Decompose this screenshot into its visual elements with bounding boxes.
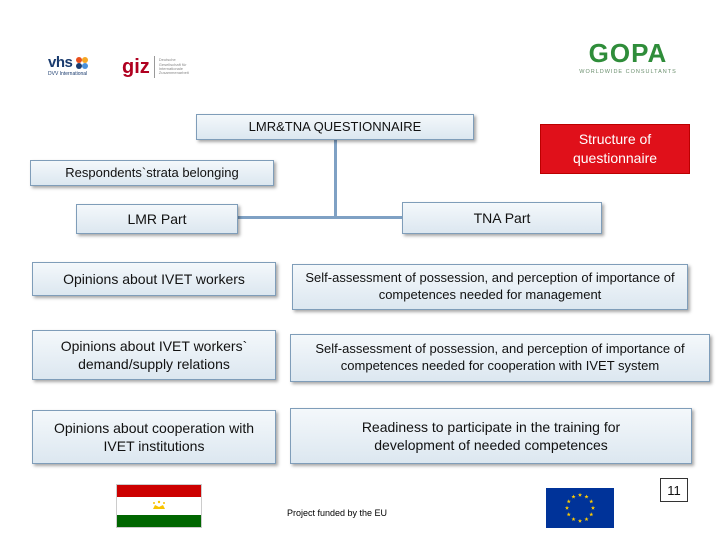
vhs-logo-sub: DVV International — [48, 71, 88, 77]
gopa-logo-sub: WORLDWIDE CONSULTANTS — [579, 69, 677, 75]
connector-left — [238, 216, 338, 219]
page-number — [660, 478, 688, 502]
vhs-logo — [48, 54, 108, 88]
lmr-part-box — [76, 204, 238, 234]
structure-label: Structure of questionnaire — [572, 131, 658, 166]
gopa-logo — [578, 38, 678, 84]
giz-logo-sub: Deutsche Gesellschaft für Internationale Zusammenarbeit — [158, 57, 189, 76]
tna-part-box — [402, 202, 602, 234]
diagram-title-box — [196, 114, 474, 140]
page-number-label: 11 — [667, 482, 681, 498]
tna-item-2 — [290, 334, 710, 382]
giz-logo — [122, 52, 192, 82]
tna-item-3 — [290, 408, 692, 464]
tna-item-1 — [292, 264, 688, 310]
eu-flag-icon — [546, 488, 614, 528]
lmr-item-label: Opinions about cooperation with IVET institutions — [53, 419, 255, 454]
lmr-item-1 — [32, 262, 276, 296]
tajikistan-flag — [116, 484, 202, 528]
eu-flag — [546, 488, 614, 528]
tna-item-label: Self-assessment of possession, and perception of importance of competences needed for management — [305, 270, 675, 302]
connector-trunk — [334, 138, 337, 218]
giz-logo-mark: giz — [122, 55, 150, 78]
gopa-logo-mark: GOPA — [588, 38, 668, 68]
lmr-item-label: Opinions about IVET workers` demand/supply relations — [60, 337, 248, 372]
vhs-dots-icon — [75, 56, 89, 70]
tna-item-label: Self-assessment of possession, and perception of importance of competences needed for cooperation with IVET system — [315, 341, 685, 373]
structure-label-box — [540, 124, 690, 174]
vhs-logo-mark: vhs — [48, 54, 73, 71]
respondents-box — [30, 160, 274, 186]
funded-text: Project funded by the EU — [287, 508, 388, 518]
tna-part-label: TNA Part — [473, 209, 531, 226]
lmr-item-2 — [32, 330, 276, 380]
respondents-label: Respondents`strata belonging — [65, 164, 239, 180]
tajikistan-flag-icon — [117, 485, 201, 527]
diagram-title: LMR&TNA QUESTIONNAIRE — [248, 118, 422, 134]
tna-item-label: Readiness to participate in the training for development of needed competences — [361, 418, 621, 453]
giz-divider — [154, 56, 155, 78]
connector-right — [334, 216, 404, 219]
lmr-part-label: LMR Part — [127, 210, 187, 227]
lmr-item-label: Opinions about IVET workers — [63, 270, 245, 287]
lmr-item-3 — [32, 410, 276, 464]
